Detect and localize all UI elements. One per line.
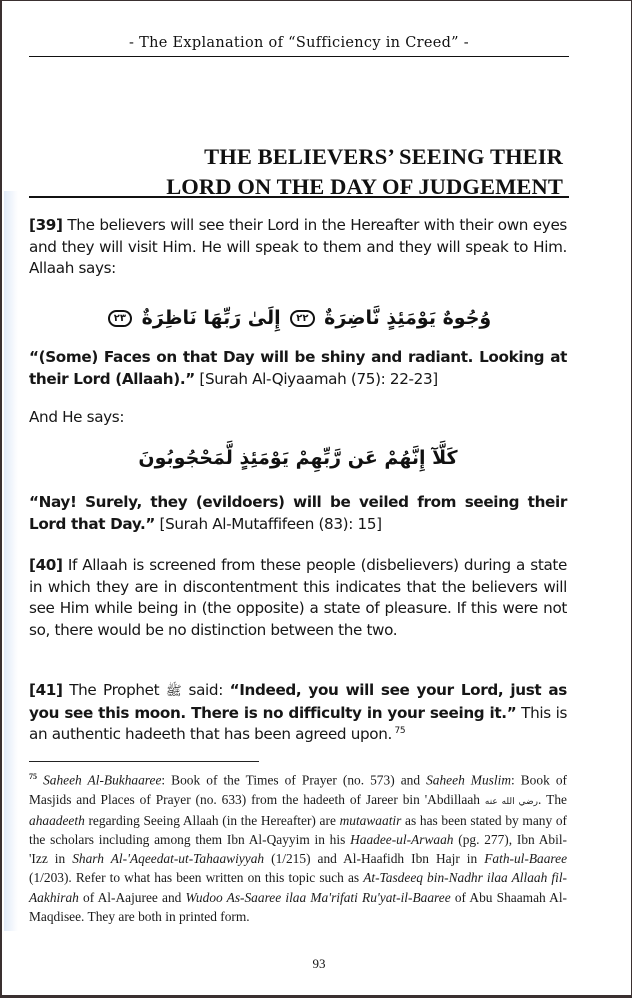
- book-title: Haadee-ul-Arwaah: [350, 832, 454, 848]
- footnote-text: of Al-Aajuree and: [78, 889, 186, 905]
- footnote-text: (1/203). Refer to what has been written on this topic such as: [29, 870, 364, 886]
- book-title: Saheeh Muslim: [426, 772, 511, 788]
- paragraph-number: [39]: [29, 216, 63, 234]
- paragraph-text: This is an authentic hadeeth that has been agreed upon.: [29, 703, 568, 743]
- footnote-text: : Book of the Times of Prayer (no. 573) and: [161, 772, 427, 788]
- paragraph-41: [29, 680, 567, 746]
- book-title: At-Tasdeeq bin-Nadhr ilaa Allaah fil-Aakhirah: [29, 870, 568, 905]
- page-edge-shadow: [4, 191, 18, 931]
- paragraph-number: [40]: [29, 556, 63, 574]
- paragraph-40: [29, 555, 567, 641]
- chapter-title-line-1: THE BELIEVERS’ SEEING THEIR: [204, 144, 563, 169]
- salutation-glyph: ﷺ: [165, 684, 182, 699]
- verse-reference: [Surah Al-Mutaffifeen (83): 15]: [155, 514, 382, 533]
- term: ahaadeeth: [29, 812, 85, 828]
- chapter-title-rule: [29, 196, 569, 198]
- verse-translation-mutaffifeen: [29, 492, 567, 535]
- chapter-title: [166, 142, 563, 202]
- translation-text: “Nay! Surely, they (evildoers) will be veiled from seeing their Lord that Day.”: [29, 493, 567, 533]
- book-title: Saheeh Al-Bukhaaree: [43, 772, 162, 788]
- paragraph-text: said:: [181, 681, 230, 699]
- radiallahu-glyph: رضي الله عنه: [484, 795, 538, 806]
- running-head: - The Explanation of “Sufficiency in Creed” -: [129, 35, 469, 51]
- paragraph-text: The believers will see their Lord in the Hereafter with their own eyes and they will visit Him. He will speak to them and they will speak to Him. Allaah says:: [29, 216, 567, 277]
- page-number: 93: [312, 956, 326, 971]
- paragraph-text: If Allaah is screened from these people (disbelievers) during a state in which they are in discontentment this indicates that the believers will see Him while being in (the opposite) a state of pleasure. If this were not so, there would be no distinction between the two.: [29, 556, 567, 639]
- arabic-verse-mutaffifeen: كَلَّآ إِنَّهُمْ عَن رَّبِّهِمْ يَوْمَئِذٍ لَّمَحْجُوبُونَ: [138, 447, 458, 469]
- arabic-text: إِلَىٰ رَبِّهَا نَاظِرَةٌ: [141, 307, 281, 329]
- book-title: Wudoo As-Saaree ilaa Ma'rifati Ru'yat-il-Baaree: [185, 889, 451, 905]
- arabic-text: وُجُوهٌ يَوْمَئِذٍ نَّاضِرَةٌ: [324, 307, 492, 329]
- translation-text: “(Some) Faces on that Day will be shiny and radiant. Looking at their Lord (Allaah).”: [29, 348, 567, 388]
- footnote-text: of Abu Shaamah Al-Maqdisee. They are both in printed form.: [29, 889, 568, 924]
- footnote-text: (1/215) and Al-Haafidh Ibn Hajr in: [264, 851, 485, 867]
- footnote-number: 75: [29, 772, 37, 781]
- footnote-75: [29, 767, 567, 926]
- book-title: Sharh Al-'Aqeedat-ut-Tahaawiyyah: [72, 851, 265, 867]
- paragraph-number: [41]: [29, 681, 63, 699]
- verse-reference: [Surah Al-Qiyaamah (75): 22-23]: [194, 369, 438, 388]
- and-he-says: And He says:: [29, 408, 125, 426]
- ayah-end-marker: ٢٣: [108, 310, 132, 327]
- chapter-title-line-2: LORD ON THE DAY OF JUDGEMENT: [166, 174, 563, 199]
- hadeeth-quote: “Indeed, you will see your Lord, just as you see this moon. There is no difficulty in your seeing it.”: [29, 681, 567, 722]
- book-title: Fath-ul-Baaree: [484, 851, 568, 867]
- footnote-text: regarding Seeing Allaah (in the Hereafter) are: [84, 812, 340, 828]
- paragraph-text: The Prophet: [62, 681, 166, 699]
- verse-translation-qiyaamah: [29, 347, 567, 390]
- footnote-reference[interactable]: 75: [391, 725, 406, 736]
- footnote-text: : Book of Masjids and Places of Prayer (no. 633) from the hadeeth of Jareer bin 'Abdillaah: [29, 772, 567, 807]
- term: mutawaatir: [339, 812, 402, 828]
- running-head-rule: [29, 56, 569, 57]
- arabic-verse-qiyaamah: [29, 307, 567, 329]
- footnote-text: (pg. 277), Ibn Abil-'Izz in: [29, 832, 567, 867]
- footnote-rule: [29, 761, 259, 762]
- paragraph-39: [29, 215, 567, 280]
- footnote-text: as has been stated by many of the scholars including among them Ibn Al-Qayyim in his: [29, 812, 567, 848]
- footnote-text: . The: [537, 791, 568, 807]
- ayah-end-marker: ٢٢: [290, 310, 314, 327]
